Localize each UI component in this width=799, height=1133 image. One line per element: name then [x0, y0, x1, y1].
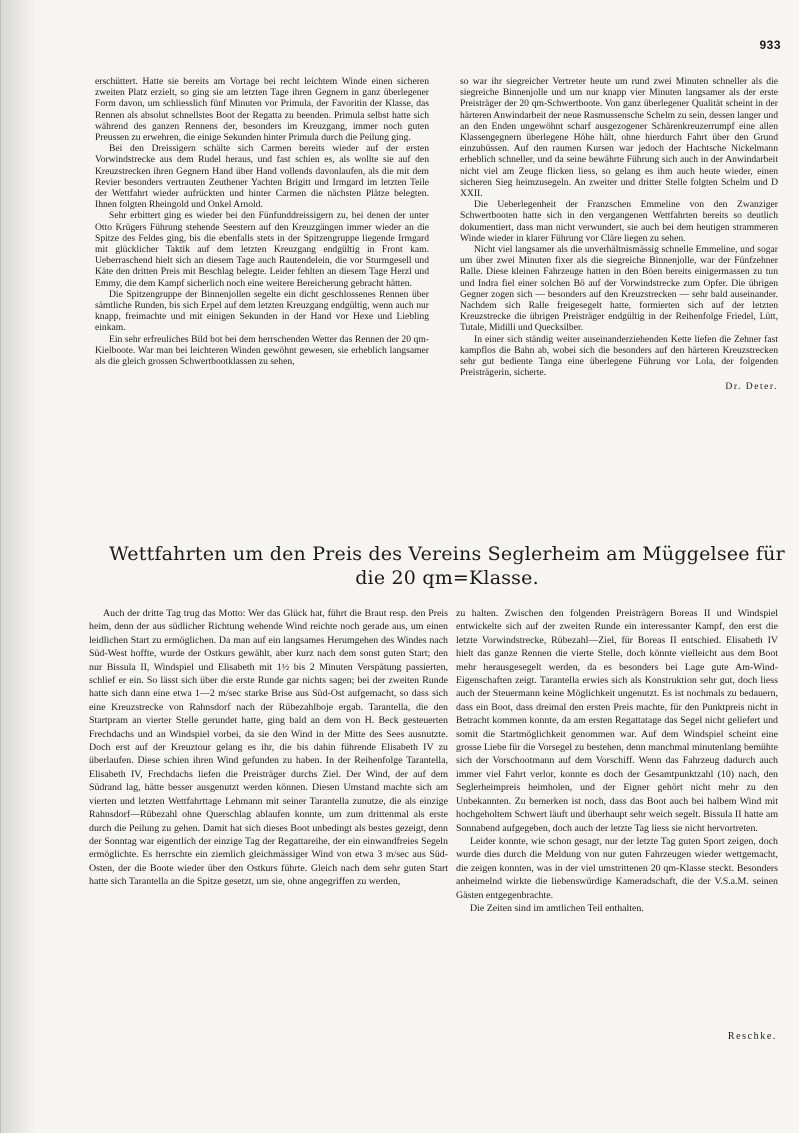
- paragraph: Die Spitzengruppe der Binnenjollen segelte ein dicht geschlossenes Rennen über sämtliche Runden, bis sich Erpel auf dem letzten Kreuzgang endgültig, wenn auch nur knapp, freimachte und mit einigen Sekunden in der Hand vor Hexe und Liebling einkam.: [95, 288, 429, 334]
- paragraph: In einer sich ständig weiter auseinanderziehenden Kette liefen die Zehner fast kampflos die Bahn ab, wobei sich die besonders auf den härteren Kreuzstrecken sehr gut bediente Tanga eine überlegene Führung vor Lola, der folgenden Preisträgerin, sicherte.: [460, 333, 778, 379]
- paragraph: erschüttert. Hatte sie bereits am Vortage bei recht leichtem Winde einen sicheren zweiten Platz erzielt, so ging sie am letzten Tage ihren Gegnern in ganz überlegener Form davon, um schliesslich fünf Minuten vor Primula, der Favoritin der Klasse, das Rennen als absolut schnellstes Boot der Regatta zu beenden. Primula selbst hatte sich während des ganzen Rennens der, besonders im Kreuzgang, immer noch guten Preussen zu erwehren, die einige Sekunden hinter Primula durch die Peilung ging.: [95, 76, 429, 144]
- paragraph: Nicht viel langsamer als die unverhältnismässig schnelle Emmeline, und sogar um über zwei Minuten fixer als die siegreiche Binnenjolle, war der Fünfzehner Ralle. Diese kleinen Fahrzeuge hatten in den Böen bereits einigermassen zu tun und Indra fiel einer solchen Bö auf der Vorwindstrecke zum Opfer. Die übrigen Gegner zogen sich — besonders auf den Kreuzstrecken — sehr bald auseinander. Nachdem sich Ralle freigesegelt hatte, formierten sich auf der letzten Kreuzstrecke die übrigen Preisträger endgültig in der Reihenfolge Friedel, Lütt, Tutale, Midilli und Quecksilber.: [460, 244, 778, 334]
- paragraph: Die Zeiten sind im amtlichen Teil enthalten.: [470, 902, 644, 914]
- article-heading: Wettfahrten um den Preis des Vereins Seglerheim am Müggelsee für die 20 qm=Klasse.: [109, 543, 785, 589]
- page-number: 933: [759, 38, 781, 52]
- paragraph: zu halten. Zwischen den folgenden Preisträgern Boreas II und Windspiel entwickelte sich auf der zweiten Runde ein interessanter Kampf, den erst die letzte Vorwindstrecke, Rübezahl—Ziel, für Boreas II entschied. Elisabeth IV hielt das ganze Rennen die vierte Stelle, doch könnte vielleicht aus dem Boot mehr herausgesegelt werden, da es besonders bei Lage gute Am-Wind-Eigenschaften zeigt. Tarantella erwies sich als Konstruktion sehr gut, doch liess auch der Steuermann keine Möglichkeit ungenutzt. Es ist nochmals zu bedauern, dass ein Boot, dass dreimal den ersten Preis machte, für den Punktpreis nicht in Betracht kommen konnte, da am ersten Regattatage das Segel nicht geliefert und somit die Startmöglichkeit genommen war. Auf dem Windspiel scheint eine grosse Liebe für die Vorsegel zu bestehen, denn manchmal minutenlang bemühte sich der Vorschootmann auf dem Vorschiff. Wenn das Fahrzeug dadurch auch immer viel Fahrt verlor, konnte es doch der Gesamtpunktzahl (10) nach, den Seglerheimpreis heimholen, und der Eigner gehört nicht mehr zu den Unbekannten. Zu bemerken ist noch, dass das Boot auch bei halbem Wind mit hochgeholtem Schwert läuft und überhaupt sehr weich segelt. Bissula II hatte am Sonnabend aufgegeben, doch auch der letzte Tag liess sie nicht hervortreten.: [456, 608, 778, 834]
- page-binding-shadow: [1, 0, 37, 1133]
- paragraph: Bei den Dreissigern schälte sich Carmen bereits wieder auf der ersten Vorwindstrecke aus dem Rudel heraus, und fast schien es, als wollte sie auf den Kreuzstrecken ihren Gegnern Hand über Hand vollends davonlaufen, als die mit dem Revier besonders vertrauten Zeuthener Yachten Brigitt und Irmgard im letzten Teile der Wettfahrt wieder aufrückten und hinter Carmen die nächsten Plätze belegten. Ihnen folgten Rheingold und Onkel Arnold.: [95, 143, 429, 211]
- paragraph: Leider konnte, wie schon gesagt, nur der letzte Tag guten Sport zeigen, doch wurde dies durch die Meldung von nur guten Fahrzeugen wieder wettgemacht, die zeigen konnten, was in der viel umstrittenen 20 qm-Klasse steckt. Besonders anheimelnd wirkte die liebenswürdige Kameradschaft, die der V.S.a.M. seinen Gästen entgegenbrachte.: [456, 835, 778, 901]
- paragraph: so war ihr siegreicher Vertreter heute um rund zwei Minuten schneller als die siegreiche Binnenjolle und um nur knapp vier Minuten langsamer als der erste Preisträger der 20 qm-Schwertboote. Von ganz überlegener Qualität scheint in der härteren Anwindarbeit der neue Rasmussensche Schelm zu sein, dessen langer und an den Enden ungewöhnt scharf ausgezogener Schärenkreuzerrumpf eine allen Klassengegnern überlegene Höhe hält, ohne hierdurch Fahrt über den Grund einzubüssen. Auf den raumen Kursen war jedoch der Hachtsche Nickelmann erheblich schneller, und da seine bewährte Führung sich auch in der Anwindarbeit nicht viel am Zeuge flicken liess, so gelang es ihm auch heute wieder, einen sicheren Sieg heimzusegeln. An zweiter und dritter Stelle folgten Schelm und D XXII.: [460, 76, 778, 200]
- paragraph: Sehr erbittert ging es wieder bei den Fünfunddreissigern zu, bei denen der unter Otto Krügers Führung stehende Seestern auf den Kreuzgängen immer wieder an die Spitze des Feldes ging, bis die ebenfalls stets in der Spitzengruppe liegende Irmgard mit glücklicher Taktik auf dem letzten Kreuzgang endgültig in Front kam. Ueberraschend hielt sich an diesem Tage auch Rautendelein, die vor Sturmgesell und Käte den dritten Preis mit Beschlag belegte. Leider fehlten an diesem Tage Herzl und Emmy, die dem Kampf sicherlich noch eine weitere Bereicherung gebracht hätten.: [95, 210, 429, 289]
- paragraph: Die Ueberlegenheit der Franzschen Emmeline von den Zwanziger Schwertbooten hatte sich in den vergangenen Wettfahrten bereits so deutlich dokumentiert, dass man nicht verwundert, sie auch bei dem heutigen strammeren Winde wieder in klarer Führung vor Cläre liegen zu sehen.: [460, 199, 778, 244]
- paragraph: Auch der dritte Tag trug das Motto: Wer das Glück hat, führt die Braut resp. den Preis heim, denn der aus südlicher Richtung wehende Wind reichte noch gerade aus, um einen leidlichen Start zu ermöglichen. Da man auf ein langsames Herumgehen des Windes nach Süd-West hoffte, wurde der Ostkurs gewählt, aber kurz nach dem sonst guten Start; den nur Bissula II, Windspiel und Elisabeth mit 1½ bis 2 Minuten Verspätung passierten, schlief er ein. So lässt sich über die erste Runde gar nichts sagen; bei der zweiten Runde hatte sich dann eine etwa 1—2 m/sec starke Brise aus Süd-Ost aufgemacht, so dass sich eine Kreuzstrecke von Rahnsdorf nach der Rübezahlboje ergab. Tarantella, die den Startpram an vierter Stelle gerundet hatte, ging bald an dem von H. Beck gesteuerten Frechdachs und an Windspiel vorbei, da sie den Wind in der Mitte des Sees ausnutzte. Doch erst auf der Kreuztour gelang es ihr, die bis dahin führende Elisabeth IV zu überlaufen. Diese schien ihren Wind gefunden zu haben. In der Reihenfolge Tarantella, Elisabeth IV, Frechdachs liefen die Preisträger durchs Ziel. Der Wind, der auf dem Südrand lag, hätte besser ausgenutzt werden können. Diesen Umstand machte sich am vierten und letzten Wettfahrttage Lehmann mit seiner Tarantella zunutze, die als einzige Rahnsdorf—Rübezahl ohne Querschlag ablaufen konnte, um zum drittenmal als erste durch die Peilung zu gehen. Damit hat sich dieses Boot unbedingt als bestes gezeigt, denn der Sonntag war eigentlich der einzige Tag der Regattareihe, der ein einwandfreies Segeln ermöglichte. Es herrschte ein ziemlich gleichmässiger Wind von etwa 3 m/sec aus Süd-Osten, der die Boote wieder über den Ostkurs führte. Gleich nach dem sehr guten Start hatte sich Tarantella an die Spitze gesetzt, um sie, ohne angegriffen zu werden,: [89, 608, 448, 888]
- top-article-column-right: [460, 76, 778, 393]
- bottom-article-signature: Reschke.: [727, 1031, 777, 1042]
- bottom-article-column-left: [89, 607, 448, 889]
- bottom-article-column-right: [456, 607, 778, 915]
- paragraph: Ein sehr erfreuliches Bild bot bei dem herrschenden Wetter das Rennen der 20 qm-Kielboote. War man bei leichteren Winden gewöhnt gewesen, sie erheblich langsamer als die gleich grossen Schwertbootklassen zu sehen,: [95, 333, 429, 368]
- top-article-signature: Dr. Deter.: [725, 381, 778, 393]
- top-article-column-left: [95, 76, 429, 367]
